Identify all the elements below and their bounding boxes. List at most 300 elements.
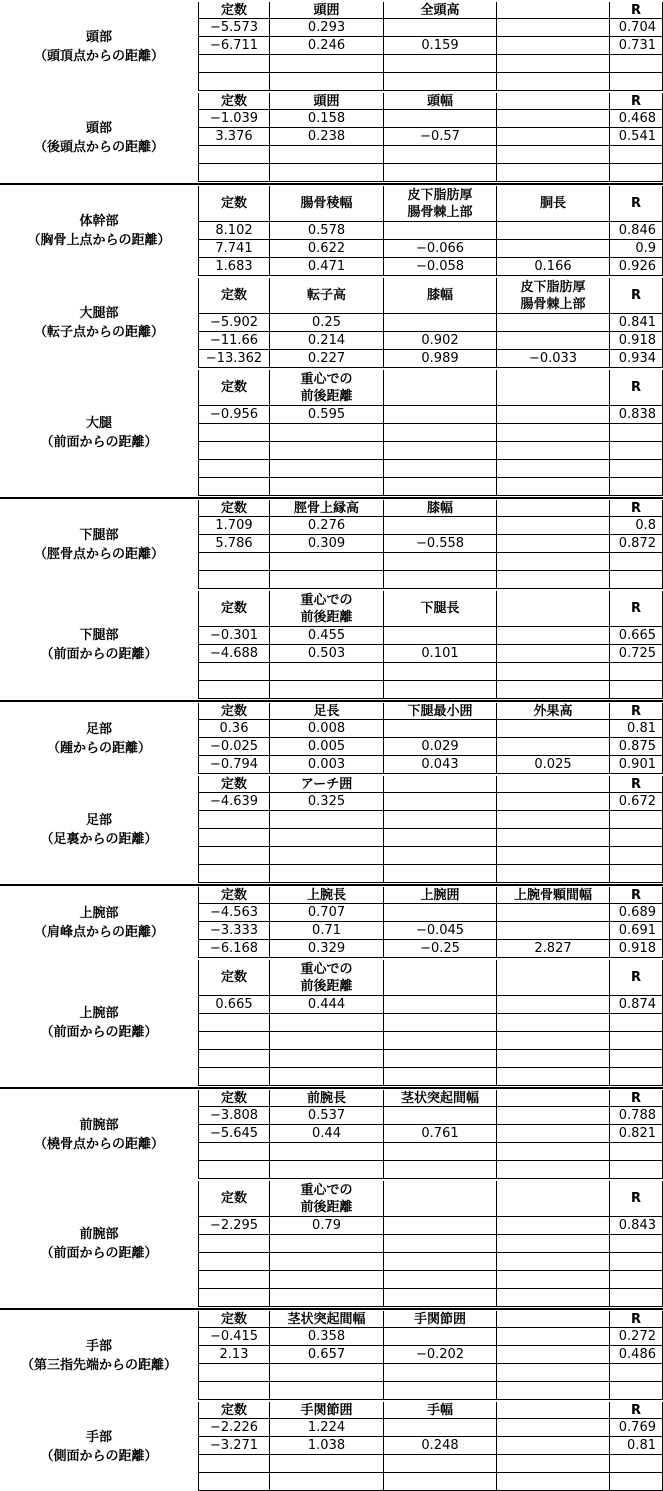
data-cell (496, 720, 609, 738)
r-value-cell: 0.838 (609, 406, 663, 424)
data-cell (383, 1217, 496, 1235)
data-cell (383, 1014, 496, 1032)
data-cell (198, 663, 269, 681)
data-cell (383, 720, 496, 738)
data-cell (269, 553, 383, 571)
data-cell (496, 146, 609, 164)
data-cell (269, 460, 383, 478)
data-cell: 0.246 (269, 37, 383, 55)
block-label (0, 500, 198, 589)
header-cell: R (609, 887, 663, 904)
data-cell (383, 73, 496, 91)
data-cell (496, 1253, 609, 1271)
block-title: 大腿 (85, 416, 112, 431)
block-subtitle: （前面からの距離） (40, 435, 158, 450)
r-value-cell (609, 1364, 663, 1382)
data-cell (269, 1032, 383, 1050)
data-cell: 0.622 (269, 240, 383, 258)
data-cell: −0.57 (383, 128, 496, 146)
r-value-cell (609, 811, 663, 829)
data-cell (383, 1271, 496, 1289)
r-value-cell: 0.769 (609, 1419, 663, 1437)
header-cell: 重心での 前後距離 (269, 370, 383, 406)
data-cell: 0.358 (269, 1328, 383, 1346)
block-subtitle: （踵からの距離） (46, 740, 151, 756)
data-cell (269, 478, 383, 496)
header-cell: 足長 (269, 703, 383, 720)
block-label (0, 370, 198, 496)
data-cell (496, 222, 609, 240)
header-cell: 定数 (198, 1402, 269, 1419)
r-value-cell: 0.731 (609, 37, 663, 55)
data-cell: 0.989 (383, 350, 496, 368)
header-cell: R (609, 1090, 663, 1107)
data-cell: −2.295 (198, 1217, 269, 1235)
data-cell (269, 1382, 383, 1400)
data-cell (269, 1473, 383, 1491)
r-value-cell: 0.541 (609, 128, 663, 146)
header-cell: R (609, 960, 663, 996)
data-cell: 0.761 (383, 1125, 496, 1143)
data-cell (496, 424, 609, 442)
r-value-cell (609, 1014, 663, 1032)
header-cell (496, 93, 609, 110)
data-cell (496, 1235, 609, 1253)
data-cell: 0.008 (269, 720, 383, 738)
data-cell: 1.038 (269, 1437, 383, 1455)
data-cell (496, 1289, 609, 1307)
header-cell: 頭囲 (269, 2, 383, 19)
data-cell: 0.79 (269, 1217, 383, 1235)
data-cell: 0.444 (269, 996, 383, 1014)
data-cell (198, 73, 269, 91)
r-value-cell (609, 847, 663, 865)
block-title: 下腿部 (79, 628, 119, 643)
data-cell: 1.709 (198, 517, 269, 535)
data-cell (383, 1161, 496, 1179)
r-value-cell (609, 55, 663, 73)
data-cell (496, 1382, 609, 1400)
data-cell (496, 1437, 609, 1455)
r-value-cell: 0.875 (609, 738, 663, 756)
header-cell (496, 1090, 609, 1107)
data-cell: −0.202 (383, 1346, 496, 1364)
block-subtitle: （前面からの距離） (40, 1025, 158, 1040)
data-cell (198, 1235, 269, 1253)
data-cell: 0.595 (269, 406, 383, 424)
r-value-cell: 0.486 (609, 1346, 663, 1364)
r-value-cell (609, 1050, 663, 1068)
header-cell: 皮下脂肪厚 腸骨棘上部 (383, 186, 496, 222)
block-title: 体幹部 (79, 214, 119, 229)
r-value-cell: 0.841 (609, 314, 663, 332)
data-cell (269, 55, 383, 73)
r-value-cell (609, 1068, 663, 1086)
data-cell (383, 314, 496, 332)
block-title: 頭部 (85, 120, 112, 136)
data-cell (269, 1161, 383, 1179)
data-cell: 0.329 (269, 940, 383, 958)
r-value-cell: 0.689 (609, 904, 663, 922)
data-cell (383, 1455, 496, 1473)
data-cell (269, 164, 383, 182)
header-cell: 茎状突起間幅 (269, 1311, 383, 1328)
header-cell: 頭幅 (383, 93, 496, 110)
data-cell: 0.71 (269, 922, 383, 940)
data-cell (198, 1032, 269, 1050)
data-cell (198, 460, 269, 478)
data-cell (496, 793, 609, 811)
header-cell (496, 776, 609, 793)
data-cell: 0.025 (496, 756, 609, 774)
header-cell: 定数 (198, 591, 269, 627)
data-cell (496, 1271, 609, 1289)
data-cell: −0.794 (198, 756, 269, 774)
block-label (0, 1181, 198, 1307)
r-value-cell: 0.691 (609, 922, 663, 940)
data-cell (496, 110, 609, 128)
data-cell (269, 865, 383, 883)
r-value-cell (609, 865, 663, 883)
section-divider (0, 884, 663, 886)
data-cell (383, 460, 496, 478)
data-cell (496, 164, 609, 182)
data-cell (198, 1050, 269, 1068)
data-cell (383, 847, 496, 865)
data-cell (496, 663, 609, 681)
data-cell (496, 1125, 609, 1143)
data-cell (496, 571, 609, 589)
data-cell (496, 1419, 609, 1437)
header-cell (496, 1402, 609, 1419)
data-cell: −4.639 (198, 793, 269, 811)
data-cell (269, 1068, 383, 1086)
block-subtitle: （後頭点からの距離） (33, 139, 164, 155)
data-cell: −5.573 (198, 19, 269, 37)
r-value-cell (609, 1455, 663, 1473)
r-value-cell (609, 1032, 663, 1050)
data-cell: 0.166 (496, 258, 609, 276)
data-cell (383, 164, 496, 182)
data-cell (269, 1235, 383, 1253)
r-value-cell (609, 1289, 663, 1307)
data-cell (496, 442, 609, 460)
r-value-cell (609, 1143, 663, 1161)
header-cell (496, 500, 609, 517)
data-cell (198, 424, 269, 442)
data-cell: 0.657 (269, 1346, 383, 1364)
data-cell (198, 1289, 269, 1307)
block-title: 頭部 (85, 29, 112, 45)
data-cell (198, 1473, 269, 1491)
r-value-cell: 0.81 (609, 1437, 663, 1455)
r-value-cell: 0.81 (609, 720, 663, 738)
data-cell: 5.786 (198, 535, 269, 553)
r-value-cell (609, 571, 663, 589)
block-label (0, 186, 198, 276)
data-cell (269, 1143, 383, 1161)
data-cell: −1.039 (198, 110, 269, 128)
data-cell (496, 240, 609, 258)
data-cell (383, 1364, 496, 1382)
header-cell: 定数 (198, 703, 269, 720)
data-cell (496, 19, 609, 37)
data-cell: −5.902 (198, 314, 269, 332)
section-divider (0, 1308, 663, 1310)
data-cell (496, 811, 609, 829)
block-label (0, 591, 198, 699)
data-cell: −0.25 (383, 940, 496, 958)
r-value-cell: 0.468 (609, 110, 663, 128)
data-cell (496, 553, 609, 571)
block-label (0, 1311, 198, 1400)
data-cell: 0.537 (269, 1107, 383, 1125)
data-cell (269, 1253, 383, 1271)
data-cell (496, 1328, 609, 1346)
data-cell (496, 1161, 609, 1179)
data-cell (383, 1032, 496, 1050)
header-cell: 定数 (198, 960, 269, 996)
block-label (0, 278, 198, 368)
data-cell: 0.158 (269, 110, 383, 128)
header-cell: 頭囲 (269, 93, 383, 110)
r-value-cell (609, 829, 663, 847)
block-subtitle: （側面からの距離） (40, 1448, 158, 1464)
block-subtitle: （第三指先端からの距離） (20, 1357, 177, 1373)
r-value-cell: 0.272 (609, 1328, 663, 1346)
r-value-cell: 0.672 (609, 793, 663, 811)
data-cell (383, 19, 496, 37)
data-cell (383, 110, 496, 128)
data-cell (269, 1364, 383, 1382)
block-title: 前腕部 (79, 1117, 119, 1133)
data-cell (383, 681, 496, 699)
data-cell: −4.688 (198, 645, 269, 663)
section-divider (0, 700, 663, 702)
r-value-cell: 0.843 (609, 1217, 663, 1235)
data-cell (198, 811, 269, 829)
header-cell: 定数 (198, 93, 269, 110)
header-cell: R (609, 2, 663, 19)
data-cell (198, 1253, 269, 1271)
header-cell (383, 960, 496, 996)
block-label (0, 93, 198, 182)
data-cell: 0.029 (383, 738, 496, 756)
r-value-cell: 0.704 (609, 19, 663, 37)
header-cell: 重心での 前後距離 (269, 960, 383, 996)
header-cell: 定数 (198, 186, 269, 222)
data-cell (269, 1455, 383, 1473)
data-cell (496, 1346, 609, 1364)
data-cell (198, 1143, 269, 1161)
data-cell (269, 1050, 383, 1068)
data-cell (269, 146, 383, 164)
data-cell: 1.224 (269, 1419, 383, 1437)
data-cell: 0.293 (269, 19, 383, 37)
section-divider (0, 497, 663, 499)
data-cell: −3.808 (198, 1107, 269, 1125)
header-cell: R (609, 1181, 663, 1217)
data-cell: −3.333 (198, 922, 269, 940)
data-cell (496, 1455, 609, 1473)
data-cell (198, 1068, 269, 1086)
data-cell (383, 1253, 496, 1271)
data-cell: −11.66 (198, 332, 269, 350)
data-cell: −5.645 (198, 1125, 269, 1143)
header-cell (496, 2, 609, 19)
data-cell: −0.558 (383, 535, 496, 553)
r-value-cell (609, 1382, 663, 1400)
header-cell (383, 370, 496, 406)
data-cell (496, 681, 609, 699)
header-cell: 皮下脂肪厚 腸骨棘上部 (496, 278, 609, 314)
header-cell: 転子高 (269, 278, 383, 314)
r-value-cell (609, 146, 663, 164)
data-cell (383, 1050, 496, 1068)
data-cell (383, 1235, 496, 1253)
data-cell: 0.36 (198, 720, 269, 738)
block-label (0, 1402, 198, 1491)
data-cell: 2.13 (198, 1346, 269, 1364)
header-cell: 前腕長 (269, 1090, 383, 1107)
data-cell (383, 517, 496, 535)
header-cell: R (609, 776, 663, 793)
data-cell (496, 1217, 609, 1235)
data-cell: 0.159 (383, 37, 496, 55)
data-cell: 0.503 (269, 645, 383, 663)
block-label (0, 960, 198, 1086)
header-cell: 上腕骨顆間幅 (496, 887, 609, 904)
data-cell (198, 553, 269, 571)
data-cell: 0.44 (269, 1125, 383, 1143)
header-cell (496, 370, 609, 406)
data-cell: 0.276 (269, 517, 383, 535)
data-cell: 0.043 (383, 756, 496, 774)
data-cell (383, 829, 496, 847)
r-value-cell (609, 1253, 663, 1271)
data-cell (383, 1143, 496, 1161)
data-cell (269, 442, 383, 460)
data-cell (383, 1107, 496, 1125)
data-cell (269, 571, 383, 589)
data-cell: 0.578 (269, 222, 383, 240)
header-cell: 上腕囲 (383, 887, 496, 904)
block-title: 上腕部 (79, 1006, 119, 1021)
data-cell (496, 1068, 609, 1086)
header-cell: 全頭高 (383, 2, 496, 19)
header-cell: 重心での 前後距離 (269, 591, 383, 627)
data-cell (496, 1050, 609, 1068)
data-cell (383, 406, 496, 424)
data-cell (198, 571, 269, 589)
block-title: 前腕部 (79, 1227, 119, 1242)
data-cell (198, 164, 269, 182)
data-cell: 2.827 (496, 940, 609, 958)
data-cell (198, 1271, 269, 1289)
data-cell (496, 517, 609, 535)
header-cell (383, 1181, 496, 1217)
block-title: 上腕部 (79, 905, 119, 921)
r-value-cell: 0.926 (609, 258, 663, 276)
data-cell (198, 442, 269, 460)
data-cell (269, 424, 383, 442)
data-cell (496, 128, 609, 146)
data-cell (198, 1364, 269, 1382)
r-value-cell (609, 681, 663, 699)
block-label (0, 703, 198, 774)
data-cell (496, 996, 609, 1014)
data-cell: −2.226 (198, 1419, 269, 1437)
header-cell: 定数 (198, 2, 269, 19)
header-cell: R (609, 93, 663, 110)
data-cell: 1.683 (198, 258, 269, 276)
data-cell (383, 571, 496, 589)
data-cell: 0.665 (198, 996, 269, 1014)
data-cell (496, 55, 609, 73)
r-value-cell (609, 478, 663, 496)
r-value-cell (609, 424, 663, 442)
header-cell (496, 960, 609, 996)
data-cell (198, 847, 269, 865)
r-value-cell: 0.918 (609, 940, 663, 958)
r-value-cell: 0.9 (609, 240, 663, 258)
r-value-cell: 0.8 (609, 517, 663, 535)
data-cell: 0.101 (383, 645, 496, 663)
data-cell: 3.376 (198, 128, 269, 146)
data-cell (198, 829, 269, 847)
data-cell (383, 478, 496, 496)
header-cell: R (609, 500, 663, 517)
data-cell (383, 1068, 496, 1086)
data-cell: 0.214 (269, 332, 383, 350)
data-cell: −6.711 (198, 37, 269, 55)
header-cell: 上腕長 (269, 887, 383, 904)
data-cell (198, 55, 269, 73)
data-cell (198, 1014, 269, 1032)
r-value-cell (609, 73, 663, 91)
block-subtitle: （前面からの距離） (40, 647, 158, 662)
header-cell (496, 1311, 609, 1328)
data-cell (383, 442, 496, 460)
header-cell: R (609, 278, 663, 314)
data-cell (269, 811, 383, 829)
data-cell (269, 681, 383, 699)
data-cell: 0.003 (269, 756, 383, 774)
data-cell (496, 460, 609, 478)
data-cell (496, 1143, 609, 1161)
header-cell: アーチ囲 (269, 776, 383, 793)
r-value-cell (609, 1161, 663, 1179)
data-cell (383, 811, 496, 829)
r-value-cell (609, 663, 663, 681)
data-cell: 0.707 (269, 904, 383, 922)
header-cell: 下腿長 (383, 591, 496, 627)
header-cell: R (609, 591, 663, 627)
data-cell: −3.271 (198, 1437, 269, 1455)
header-cell: R (609, 1402, 663, 1419)
header-cell: 定数 (198, 1181, 269, 1217)
data-cell (496, 738, 609, 756)
data-cell (496, 847, 609, 865)
data-cell: 0.005 (269, 738, 383, 756)
r-value-cell: 0.821 (609, 1125, 663, 1143)
data-cell (496, 314, 609, 332)
block-subtitle: （転子点からの距離） (33, 325, 164, 340)
data-cell (198, 1161, 269, 1179)
block-subtitle: （胸骨上点からの距離） (27, 233, 171, 248)
block-title: 手部 (85, 1338, 112, 1354)
r-value-cell (609, 1235, 663, 1253)
